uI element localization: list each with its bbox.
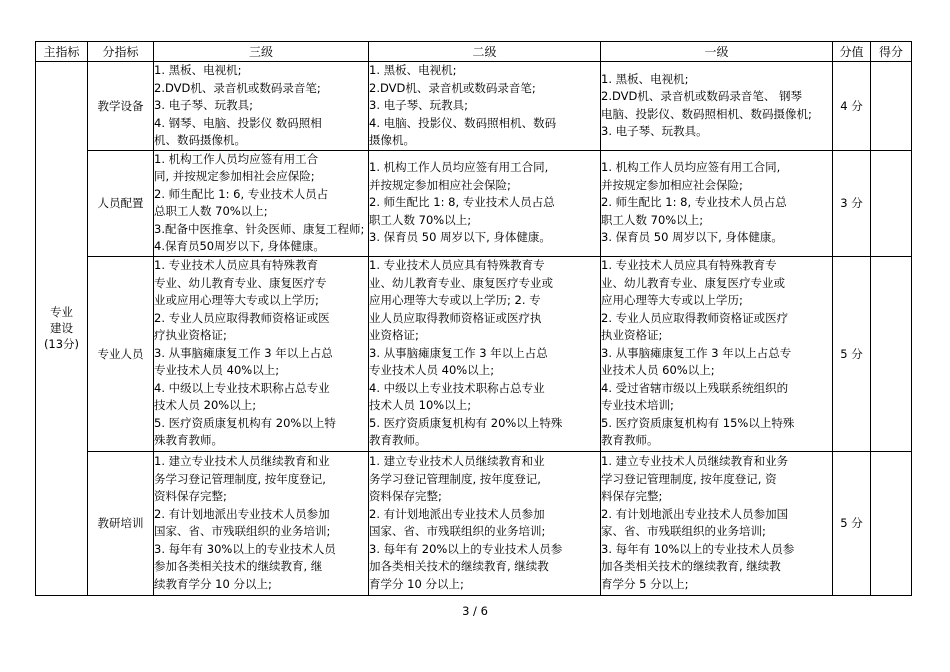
level-3-cell: 1. 机构工作人员均应签有用工合 同, 并按规定参加相社会应保险; 2. 师生配比 1: 6, 专业技术人员占 总职工人数 70%以上; 3.配备中医推拿、针灸医师、康复工程师; 4.保育员50周岁以下, 身体健康。: [154, 150, 369, 256]
level-2-cell: 1. 机构工作人员均应签有用工合同, 并按规定参加相应社会保险; 2. 师生配比 1: 8, 专业技术人员占总 职工人数 70%以上; 3. 保育员 50 周岁以下, 身体健康。: [369, 150, 601, 256]
level-2-cell: 1. 建立专业技术人员继续教育和业 务学习登记管理制度, 按年度登记, 资料保存完整; 2. 有计划地派出专业技术人员参加 国家、省、市残联组织的业务培训; 3. 每年有 20%以上的专业技术人员参 加各类相关技术的继续教育, 继续教 育学分 10 分以上;: [369, 451, 601, 595]
got-score-cell: [871, 62, 912, 151]
score-cell: 5 分: [833, 256, 871, 451]
got-score-cell: [871, 256, 912, 451]
header-level-3: 三级: [154, 42, 369, 62]
header-sub-indicator: 分指标: [88, 42, 154, 62]
level-3-cell: 1. 建立专业技术人员继续教育和业 务学习登记管理制度, 按年度登记, 资料保存完整; 2. 有计划地派出专业技术人员参加 国家、省、市残联组织的业务培训; 3. 每年有 30%以上的专业技术人员 参加各类相关技术的继续教育, 继 续教育学分 10 分以上;: [154, 451, 369, 595]
sub-indicator-name: 专业人员: [88, 256, 154, 451]
got-score-cell: [871, 451, 912, 595]
sub-indicator-name: 人员配置: [88, 150, 154, 256]
level-2-cell: 1. 专业技术人员应具有特殊教育专 业、幼儿教育专业、康复医疗专业或 应用心理等大专或以上学历; 2. 专 业人员应取得教师资格证或医疗执 业资格证; 3. 从事脑瘫康复工作 3 年以上占总 专业技术人员 40%以上; 4. 中级以上专业技术职称占总专业 技术人员 10%以上; 5. 医疗资质康复机构有 20%以上特殊 教育教师。: [369, 256, 601, 451]
table-row: [36, 256, 912, 451]
header-level-1: 一级: [601, 42, 833, 62]
header-main-indicator: 主指标: [36, 42, 88, 62]
level-1-cell: 1. 机构工作人员均应签有用工合同, 并按规定参加相应社会保险; 2. 师生配比 1: 8, 专业技术人员占总 职工人数 70%以上; 3. 保育员 50 周岁以下, 身体健康。: [601, 150, 833, 256]
sub-indicator-name: 教研培训: [88, 451, 154, 595]
evaluation-table: [35, 41, 912, 596]
level-1-cell: 1. 黑板、电视机; 2.DVD机、录音机或数码录音笔、 钢琴 电脑、投影仪、数码照相机、数码摄像机; 3. 电子琴、玩教具。: [601, 62, 833, 151]
table-row: [36, 150, 912, 256]
score-cell: 3 分: [833, 150, 871, 256]
page-number: 3 / 6: [462, 604, 488, 618]
got-score-cell: [871, 150, 912, 256]
header-got-score: 得分: [871, 42, 912, 62]
score-cell: 4 分: [833, 62, 871, 151]
level-3-cell: 1. 黑板、电视机; 2.DVD机、录音机或数码录音笔; 3. 电子琴、玩教具; 4. 钢琴、电脑、投影仪 数码照相 机、数码摄像机。: [154, 62, 369, 151]
header-score: 分值: [833, 42, 871, 62]
level-1-cell: 1. 建立专业技术人员继续教育和业务 学习登记管理制度, 按年度登记, 资 料保存完整; 2. 有计划地派出专业技术人员参加国 家、省、市残联组织的业务培训; 3. 每年有 10%以上的专业技术人员参 加各类相关技术的继续教育, 继续教 育学分 5 分以上;: [601, 451, 833, 595]
header-row: [36, 42, 912, 62]
score-cell: 5 分: [833, 451, 871, 595]
table-row: [36, 451, 912, 595]
level-1-cell: 1. 专业技术人员应具有特殊教育专 业、幼儿教育专业、康复医疗专业或 应用心理等大专或以上学历; 2. 专业人员应取得教师资格证或医疗 执业资格证; 3. 从事脑瘫康复工作 3 年以上占总专 业技术人员 60%以上; 4. 受过省辖市级以上残联系统组织的 专业技术培训; 5. 医疗资质康复机构有 15%以上特殊 教育教师。: [601, 256, 833, 451]
level-3-cell: 1. 专业技术人员应具有特殊教育 专业、幼儿教育专业、康复医疗专 业或应用心理等大专或以上学历; 2. 专业人员应取得教师资格证或医 疗执业资格证; 3. 从事脑瘫康复工作 3 年以上占总 专业技术人员 40%以上; 4. 中级以上专业技术职称占总专业 技术人员 20%以上; 5. 医疗资质康复机构有 20%以上特 殊教育教师。: [154, 256, 369, 451]
main-indicator-cell: 专业 建设 (13分): [36, 62, 88, 596]
header-level-2: 二级: [369, 42, 601, 62]
table-row: [36, 62, 912, 151]
sub-indicator-name: 教学设备: [88, 62, 154, 151]
level-2-cell: 1. 黑板、电视机; 2.DVD机、录音机或数码录音笔; 3. 电子琴、玩教具; 4. 电脑、投影仪、数码照相机、数码 摄像机。: [369, 62, 601, 151]
